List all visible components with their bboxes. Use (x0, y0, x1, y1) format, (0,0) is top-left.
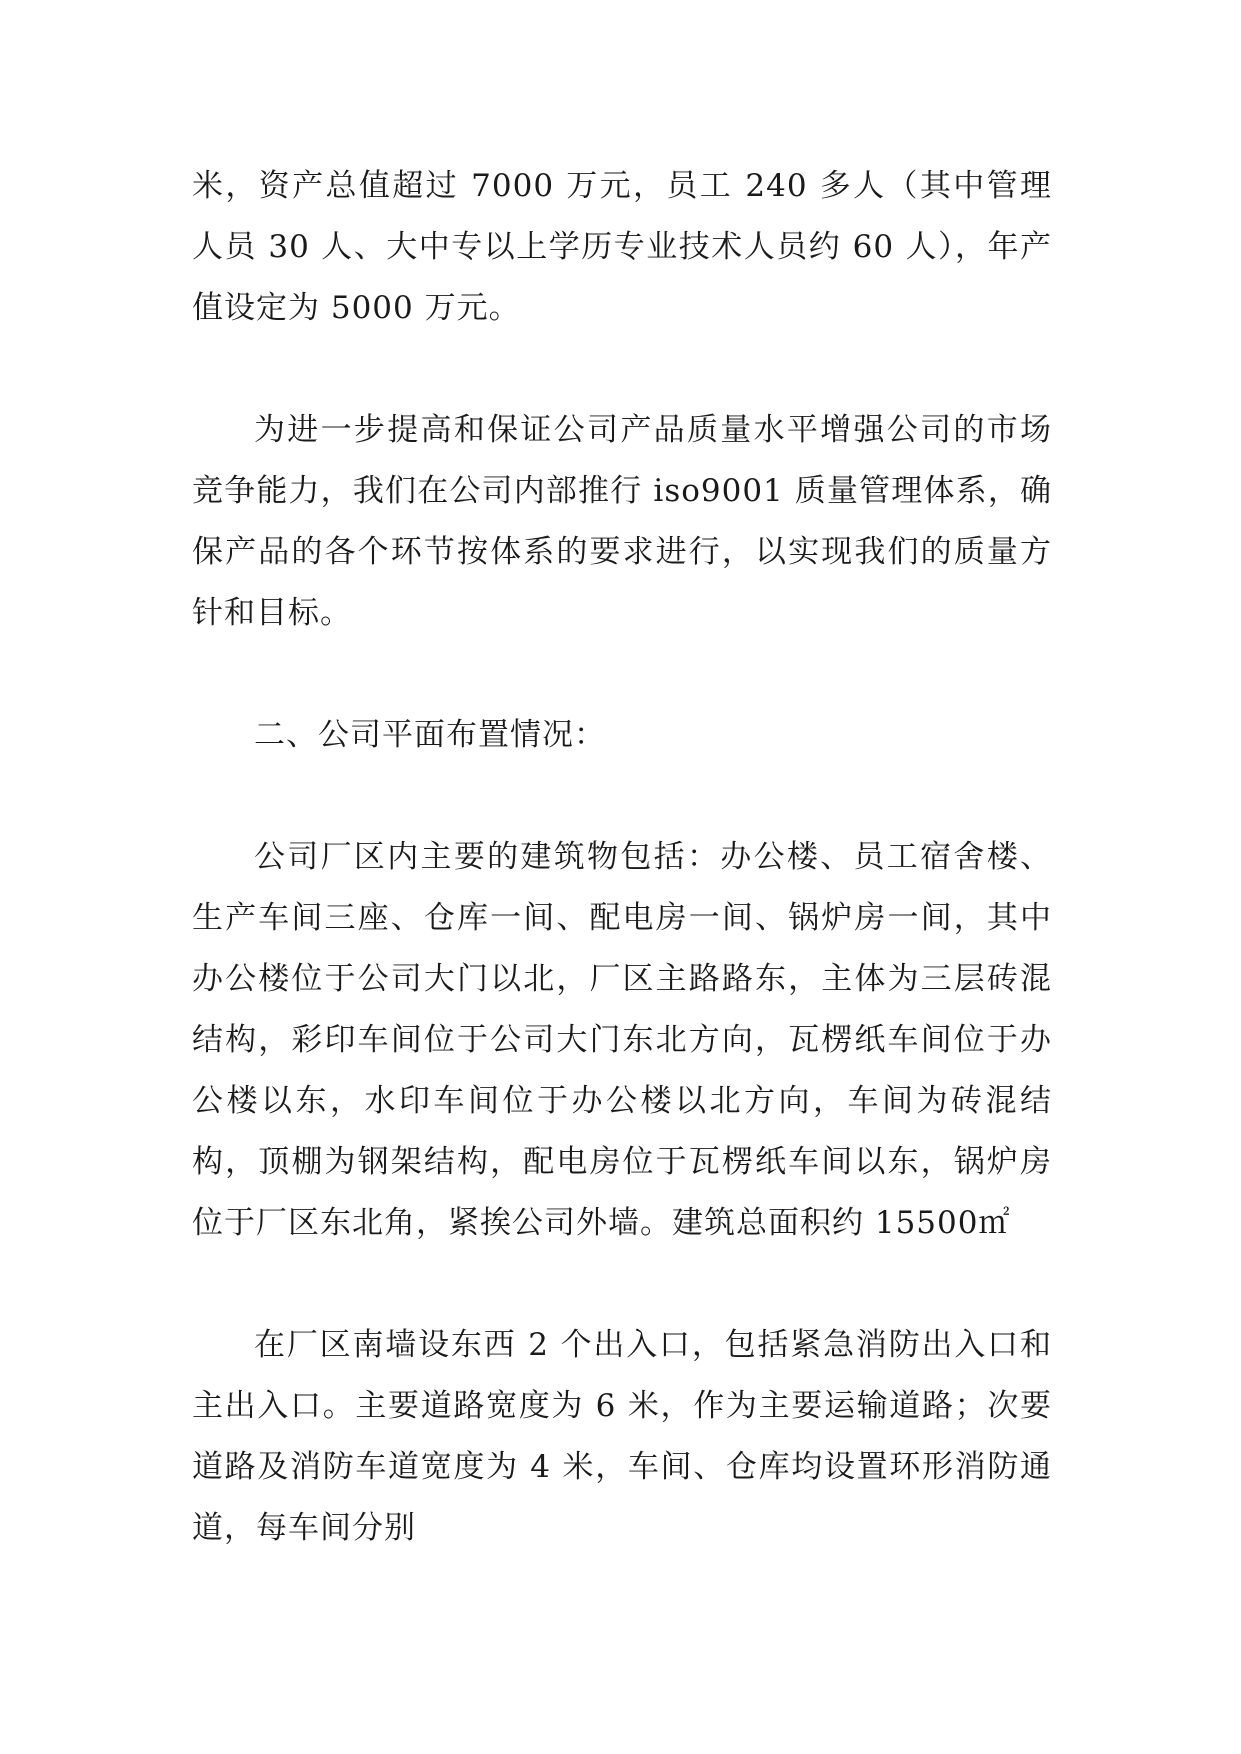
paragraph-company-overview-continued: 米，资产总值超过 7000 万元，员工 240 多人（其中管理人员 30 人、大中专以上学历专业技术人员约 60 人），年产值设定为 5000 万元。 (192, 168, 1052, 326)
document-body (192, 156, 1052, 1559)
section-heading-layout: 二、公司平面布置情况： (254, 717, 606, 753)
paragraph-quality-management: 为进一步提高和保证公司产品质量水平增强公司的市场竞争能力，我们在公司内部推行 iso9001 质量管理体系，确保产品的各个环节按体系的要求进行，以实现我们的质量方针和目标。 (192, 412, 1052, 631)
paragraph-buildings: 公司厂区内主要的建筑物包括：办公楼、员工宿舍楼、生产车间三座、仓库一间、配电房一间、锅炉房一间，其中办公楼位于公司大门以北，厂区主路路东，主体为三层砖混结构，彩印车间位于公司大门东北方向，瓦楞纸车间位于办公楼以东，水印车间位于办公楼以北方向，车间为砖混结构，顶棚为钢架结构，配电房位于瓦楞纸车间以东，锅炉房位于厂区东北角，紧挨公司外墙。建筑总面积约 15500㎡ (192, 839, 1052, 1241)
paragraph-entrances-roads: 在厂区南墙设东西 2 个出入口，包括紧急消防出入口和主出入口。主要道路宽度为 6 米，作为主要运输道路；次要道路及消防车道宽度为 4 米，车间、仓库均设置环形消防通道，每车间分别 (192, 1327, 1052, 1546)
